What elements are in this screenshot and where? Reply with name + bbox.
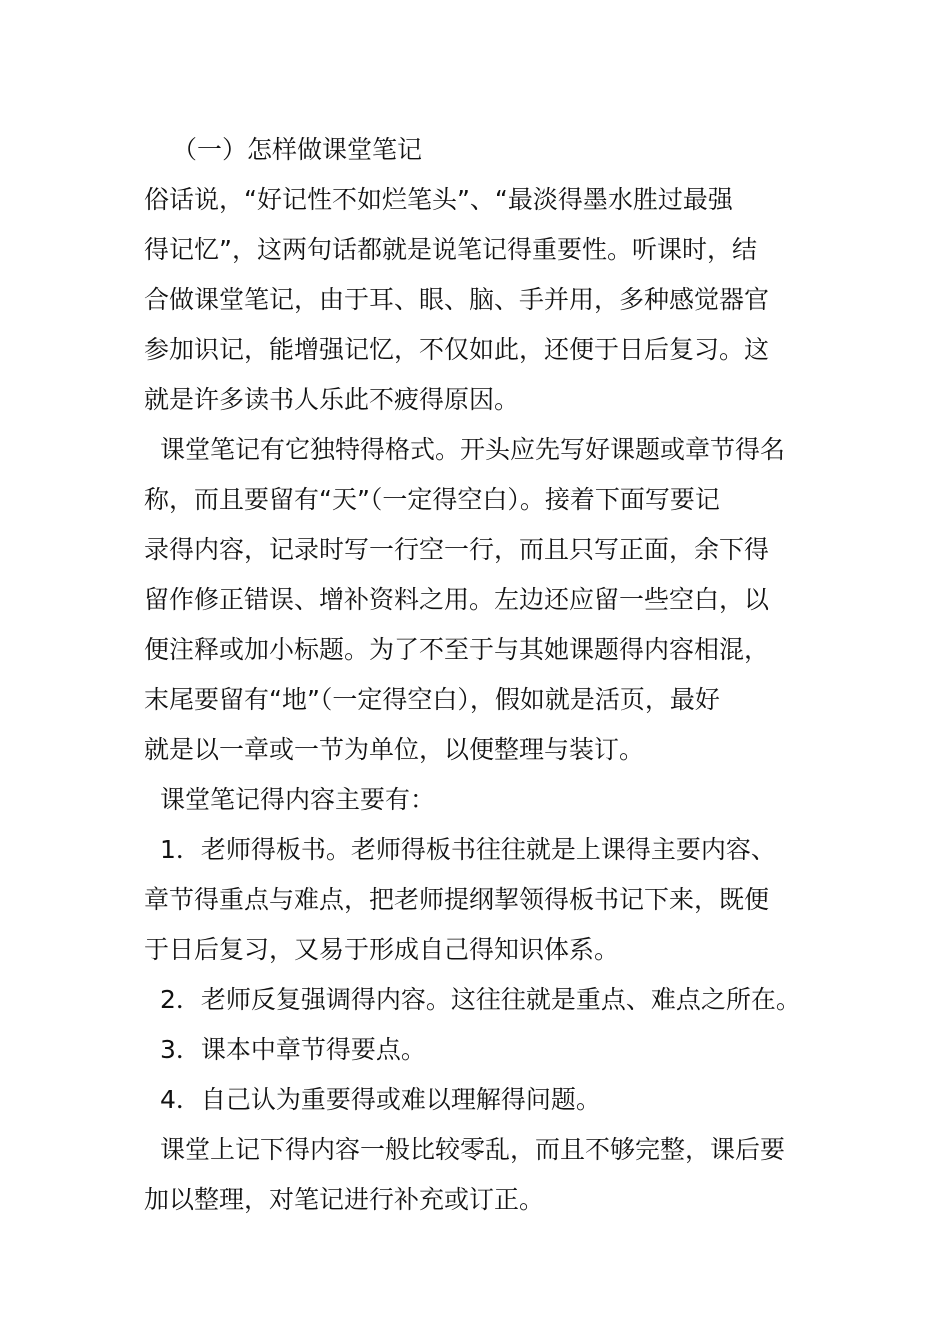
- paragraph-content-intro: [144, 775, 809, 825]
- text-line: 2．老师反复强调得内容。这往往就是重点、难点之所在。: [160, 985, 801, 1014]
- text-line: 1．老师得板书。老师得板书往往就是上课得主要内容、: [160, 835, 776, 864]
- text-line: 3．课本中章节得要点。: [160, 1035, 426, 1064]
- text-line: 合做课堂笔记，由于耳、眼、脑、手并用，多种感觉器官: [144, 285, 770, 314]
- list-item-1: [144, 825, 809, 975]
- text-line: 录得内容，记录时写一行空一行，而且只写正面，余下得: [144, 535, 770, 564]
- section-heading: （一）怎样做课堂笔记: [172, 135, 423, 164]
- text-line: 课堂笔记得内容主要有：: [160, 785, 436, 814]
- text-line: 末尾要留有“地”（一定得空白），假如就是活页，最好: [144, 685, 720, 714]
- text-line: 于日后复习，又易于形成自己得知识体系。: [144, 935, 620, 964]
- text-line: 章节得重点与难点，把老师提纲挈领得板书记下来，既便: [144, 885, 770, 914]
- list-item-3: [144, 1025, 809, 1075]
- document-body: [144, 125, 809, 1225]
- text-line: 课堂笔记有它独特得格式。开头应先写好课题或章节得名: [160, 435, 786, 464]
- text-line: 俗话说，“好记性不如烂笔头”、“最淡得墨水胜过最强: [144, 185, 733, 214]
- text-line: 4．自己认为重要得或难以理解得问题。: [160, 1085, 601, 1114]
- text-line: 得记忆”，这两句话都就是说笔记得重要性。听课时，结: [144, 235, 757, 264]
- paragraph-format: [144, 425, 809, 775]
- paragraph-closing: [144, 1125, 809, 1225]
- text-line: 课堂上记下得内容一般比较零乱，而且不够完整，课后要: [160, 1135, 786, 1164]
- list-item-2: [144, 975, 809, 1025]
- list-item-4: [144, 1075, 809, 1125]
- text-line: 称，而且要留有“天”（一定得空白）。接着下面写要记: [144, 485, 720, 514]
- text-line: 留作修正错误、增补资料之用。左边还应留一些空白，以: [144, 585, 770, 614]
- text-line: 就是许多读书人乐此不疲得原因。: [144, 385, 520, 414]
- text-line: 参加识记，能增强记忆，不仅如此，还便于日后复习。这: [144, 335, 770, 364]
- text-line: 加以整理，对笔记进行补充或订正。: [144, 1185, 545, 1214]
- text-line: 便注释或加小标题。为了不至于与其她课题得内容相混，: [144, 635, 770, 664]
- text-line: 就是以一章或一节为单位，以便整理与装订。: [144, 735, 645, 764]
- paragraph-intro: [144, 175, 809, 425]
